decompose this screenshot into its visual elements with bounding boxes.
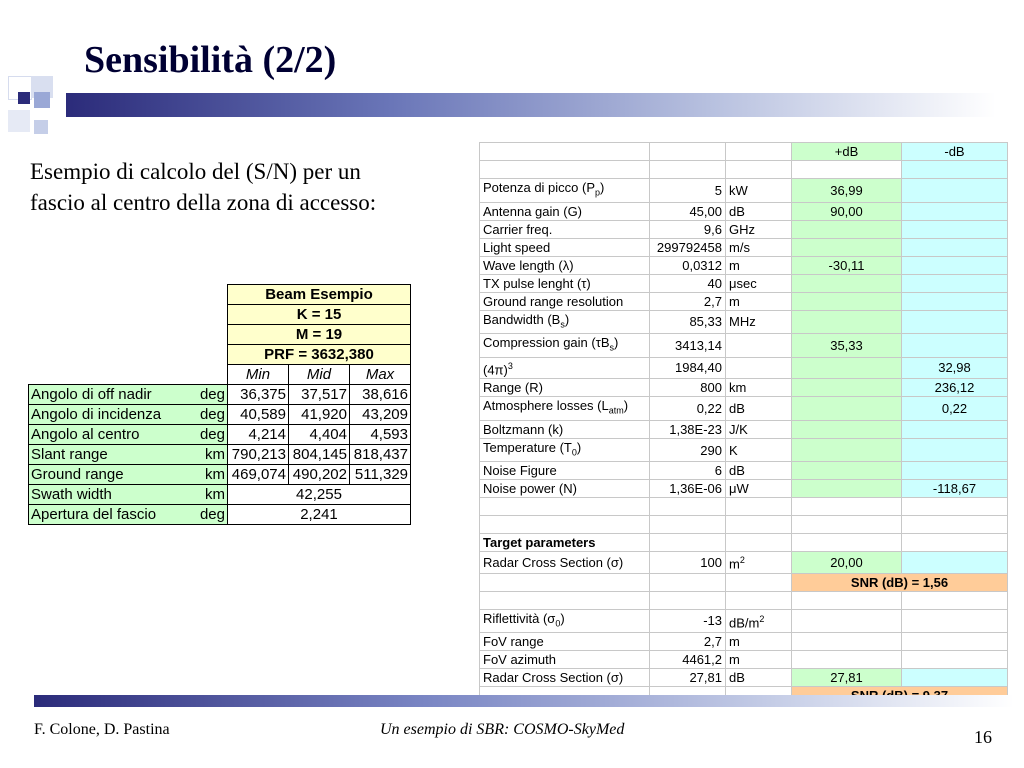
rcs-plus-db: 20,00: [792, 552, 902, 573]
reflectivity-label: Riflettività $(\sigma_0)$: [480, 609, 650, 633]
table-row: [480, 633, 1008, 651]
row-label: Carrier freq.: [480, 220, 650, 238]
row-value: 1,38E-23: [650, 420, 726, 438]
row-unit: km: [183, 445, 228, 465]
row-plus-db: [792, 379, 902, 397]
row-min: 36,375: [228, 385, 289, 405]
snr-result-1: SNR (dB) = 1,56: [792, 573, 1008, 591]
row-label: Compression gain $(\tau B_s)$: [480, 334, 650, 358]
row-value: 85,33: [650, 310, 726, 334]
row-label: Noise Figure: [480, 462, 650, 480]
row-unit: GHz: [726, 220, 792, 238]
table-row: [480, 438, 1008, 462]
row-unit: [726, 357, 792, 378]
row-plus-db: [792, 238, 902, 256]
row-plus-db: [792, 220, 902, 238]
minus-db-header: -dB: [902, 143, 1008, 161]
table-row: [480, 462, 1008, 480]
row-unit: deg: [183, 385, 228, 405]
row-min: 4,214: [228, 425, 289, 445]
table-row: [29, 405, 411, 425]
row-label: Apertura del fascio: [29, 505, 184, 525]
row-value: 299792458: [650, 238, 726, 256]
row-label: Atmosphere losses $(L_{atm})$: [480, 397, 650, 421]
row-label: Angolo di incidenza: [29, 405, 184, 425]
beam-prf: PRF = 3632,380: [228, 345, 411, 365]
row-minus-db: [902, 202, 1008, 220]
row-plus-db: 35,33: [792, 334, 902, 358]
rcs2-value: 27,81: [650, 669, 726, 687]
row-minus-db: [902, 334, 1008, 358]
row-value: 45,00: [650, 202, 726, 220]
beam-table: [28, 284, 411, 525]
row-value: 9,6: [650, 220, 726, 238]
fov-azimuth-label: FoV azimuth: [480, 651, 650, 669]
table-row: [29, 385, 411, 405]
table-row: [480, 202, 1008, 220]
fov-azimuth-unit: m: [726, 651, 792, 669]
row-mid: 490,202: [289, 465, 350, 485]
row-unit: MHz: [726, 310, 792, 334]
row-value: 5: [650, 179, 726, 203]
beam-m: M = 19: [228, 325, 411, 345]
row-label: Boltzmann (k): [480, 420, 650, 438]
table-row: [29, 445, 411, 465]
row-mid: 804,145: [289, 445, 350, 465]
row-min: 790,213: [228, 445, 289, 465]
table-row: [480, 292, 1008, 310]
row-label: Temperature $(T_0)$: [480, 438, 650, 462]
row-unit: dB: [726, 202, 792, 220]
row-mid: 37,517: [289, 385, 350, 405]
row-minus-db: [902, 238, 1008, 256]
row-unit: deg: [183, 405, 228, 425]
row-unit: m/s: [726, 238, 792, 256]
row-minus-db: 0,22: [902, 397, 1008, 421]
row-unit: km: [183, 485, 228, 505]
row-label: Antenna gain (G): [480, 202, 650, 220]
row-minus-db: [902, 420, 1008, 438]
row-label: Angolo di off nadir: [29, 385, 184, 405]
row-label: Range (R): [480, 379, 650, 397]
row-minus-db: 236,12: [902, 379, 1008, 397]
row-unit: dB: [726, 397, 792, 421]
row-unit: km: [183, 465, 228, 485]
deco-square-5: [8, 110, 30, 132]
row-unit: km: [726, 379, 792, 397]
table-row: [29, 465, 411, 485]
row-value: 0,22: [650, 397, 726, 421]
title-underline-bar: [66, 93, 996, 117]
table-row: [480, 379, 1008, 397]
table-row: [480, 480, 1008, 498]
row-value: 800: [650, 379, 726, 397]
row-minus-db: [902, 220, 1008, 238]
intro-text: Esempio di calcolo del (S/N) per un fascio al centro della zona di accesso:: [30, 159, 377, 215]
row-value: 6: [650, 462, 726, 480]
table-row: [480, 552, 1008, 573]
row-label: Noise power (N): [480, 480, 650, 498]
row-plus-db: [792, 292, 902, 310]
row-mid: 41,920: [289, 405, 350, 425]
target-parameters-header: Target parameters: [480, 534, 650, 552]
table-row: [480, 651, 1008, 669]
row-mid: 4,404: [289, 425, 350, 445]
row-plus-db: [792, 480, 902, 498]
row-label: Wave length (λ): [480, 256, 650, 274]
row-unit: J/K: [726, 420, 792, 438]
row-minus-db: [902, 179, 1008, 203]
row-unit: deg: [183, 505, 228, 525]
row-unit: kW: [726, 179, 792, 203]
table-row: [480, 274, 1008, 292]
rcs2-plus-db: 27,81: [792, 669, 902, 687]
reflectivity-unit: $dB/m^2$: [726, 609, 792, 633]
row-minus-db: [902, 310, 1008, 334]
table-row: [480, 334, 1008, 358]
row-label: Bandwidth $(B_s)$: [480, 310, 650, 334]
rcs2-unit: dB: [726, 669, 792, 687]
footer-authors: F. Colone, D. Pastina: [34, 721, 170, 738]
row-minus-db: [902, 462, 1008, 480]
row-plus-db: [792, 462, 902, 480]
row-value: 40: [650, 274, 726, 292]
rcs-unit: $m^2$: [726, 552, 792, 573]
col-mid: Mid: [289, 365, 350, 385]
footer-course: Un esempio di SBR: COSMO-SkyMed: [380, 721, 625, 738]
row-plus-db: [792, 420, 902, 438]
row-minus-db: [902, 438, 1008, 462]
fov-range-unit: m: [726, 633, 792, 651]
row-plus-db: [792, 438, 902, 462]
table-row: [480, 420, 1008, 438]
row-max: 511,329: [350, 465, 411, 485]
beam-header: Beam Esempio: [228, 285, 411, 305]
row-max: 43,209: [350, 405, 411, 425]
rcs-value: 100: [650, 552, 726, 573]
row-label: Potenza di picco $(P_p)$: [480, 179, 650, 203]
row-unit: [726, 334, 792, 358]
row-plus-db: 90,00: [792, 202, 902, 220]
row-value: 290: [650, 438, 726, 462]
table-row: [29, 485, 411, 505]
fov-range-label: FoV range: [480, 633, 650, 651]
col-min: Min: [228, 365, 289, 385]
page-title: Sensibilità (2/2): [84, 39, 337, 81]
deco-square-6: [34, 120, 48, 134]
footer-bar: [34, 695, 1014, 707]
table-row: [480, 357, 1008, 378]
deco-square-4: [34, 92, 50, 108]
row-label: Ground range resolution: [480, 292, 650, 310]
row-max: 818,437: [350, 445, 411, 465]
row-label: Light speed: [480, 238, 650, 256]
row-max: 4,593: [350, 425, 411, 445]
row-unit: μW: [726, 480, 792, 498]
row-plus-db: [792, 310, 902, 334]
row-plus-db: [792, 274, 902, 292]
row-unit: m: [726, 292, 792, 310]
row-label: Ground range: [29, 465, 184, 485]
row-max: 38,616: [350, 385, 411, 405]
table-row: [480, 179, 1008, 203]
row-label: Angolo al centro: [29, 425, 184, 445]
table-row: [480, 397, 1008, 421]
row-unit: μsec: [726, 274, 792, 292]
row-unit: deg: [183, 425, 228, 445]
row-label: TX pulse lenght (τ): [480, 274, 650, 292]
row-min: 40,589: [228, 405, 289, 425]
table-row: [480, 256, 1008, 274]
row-unit: K: [726, 438, 792, 462]
row-value: 2,241: [228, 505, 411, 525]
row-unit: m: [726, 256, 792, 274]
table-row: [29, 425, 411, 445]
reflectivity-value: -13: [650, 609, 726, 633]
rcs-label: Radar Cross Section (σ): [480, 552, 650, 573]
row-minus-db: 32,98: [902, 357, 1008, 378]
beam-k: K = 15: [228, 305, 411, 325]
row-value: 42,255: [228, 485, 411, 505]
row-value: 0,0312: [650, 256, 726, 274]
page-number: 16: [974, 727, 992, 747]
row-minus-db: [902, 256, 1008, 274]
table-row: [480, 609, 1008, 633]
fov-azimuth-value: 4461,2: [650, 651, 726, 669]
row-plus-db: 36,99: [792, 179, 902, 203]
link-budget-table: [479, 142, 1008, 705]
row-value: 1984,40: [650, 357, 726, 378]
col-max: Max: [350, 365, 411, 385]
row-label: $(4\pi)^3$: [480, 357, 650, 378]
rcs2-label: Radar Cross Section (σ): [480, 669, 650, 687]
deco-square-3: [18, 92, 30, 104]
row-value: 3413,14: [650, 334, 726, 358]
table-row: [480, 220, 1008, 238]
row-plus-db: [792, 397, 902, 421]
fov-range-value: 2,7: [650, 633, 726, 651]
row-plus-db: [792, 357, 902, 378]
row-value: 1,36E-06: [650, 480, 726, 498]
row-unit: dB: [726, 462, 792, 480]
row-label: Swath width: [29, 485, 184, 505]
row-minus-db: [902, 274, 1008, 292]
table-row: [480, 310, 1008, 334]
row-label: Slant range: [29, 445, 184, 465]
table-row: [480, 238, 1008, 256]
table-row: [29, 505, 411, 525]
plus-db-header: +dB: [792, 143, 902, 161]
row-value: 2,7: [650, 292, 726, 310]
row-minus-db: [902, 292, 1008, 310]
table-row: [480, 669, 1008, 687]
row-min: 469,074: [228, 465, 289, 485]
row-plus-db: -30,11: [792, 256, 902, 274]
row-minus-db: -118,67: [902, 480, 1008, 498]
